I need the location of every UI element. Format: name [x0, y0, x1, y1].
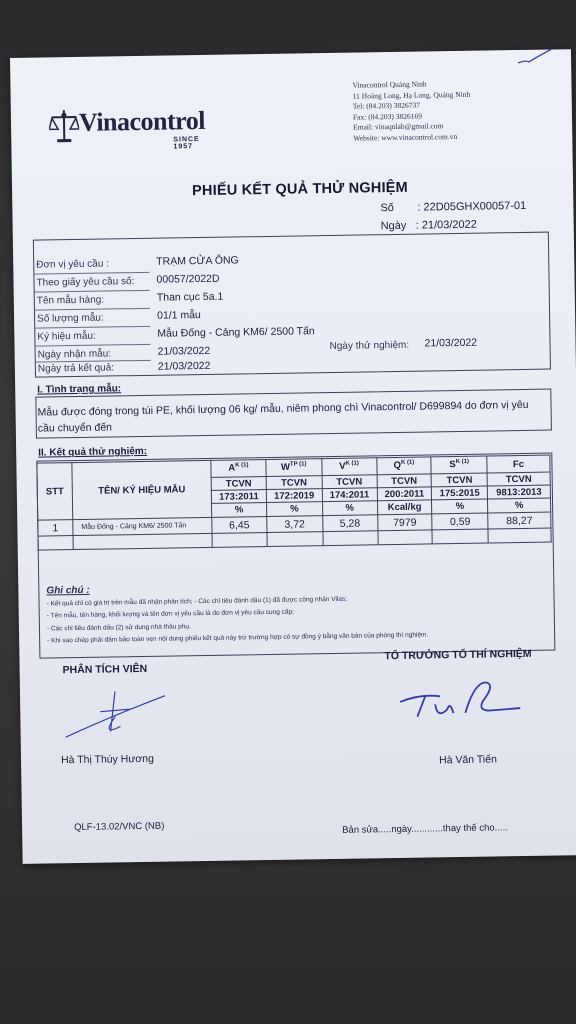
value-volatile: 5,28	[322, 515, 377, 532]
col-unit: %	[266, 502, 322, 517]
sample-name-value: Than cục 5a.1	[156, 290, 224, 304]
analyst-name: Hà Thị Thúy Hương	[60, 752, 155, 767]
col-header-v: $V^{K (1)}$	[321, 458, 376, 476]
col-std-number: 174:2011	[322, 488, 377, 502]
company-address	[352, 79, 471, 144]
scales-logo-icon	[49, 109, 80, 143]
col-header-w: $W^{TP (1)}$	[266, 459, 322, 477]
col-unit: %	[322, 501, 377, 516]
value-ash: 6,45	[212, 517, 267, 534]
col-header-q: $Q^{K (1)}$	[376, 457, 431, 475]
document-title: PHIẾU KẾT QUẢ THỬ NGHIỆM	[191, 179, 409, 200]
note-line: - Tên mẫu, tên hàng, khối lượng và tên đơn vị yêu cầu là do đơn vị yêu cầu cung cấp;	[46, 608, 294, 620]
return-date-label: Ngày trả kết quả:	[37, 362, 115, 375]
revision-line: Bản sửa.....ngày............thay thế cho.....	[342, 822, 508, 836]
analyst-role: PHÂN TÍCH VIÊN	[62, 662, 148, 677]
notes-section	[46, 580, 428, 648]
requester-label: Đơn vị yêu cầu :	[36, 258, 110, 271]
col-std-number: 173:2011	[211, 490, 266, 504]
col-unit: Kcal/kg	[377, 500, 432, 515]
value-moisture: 3,72	[267, 516, 323, 533]
pen-check-mark	[515, 47, 555, 68]
sample-status-text: Mẫu được đóng trong túi PE, khối lượng 06 kg/ mẫu, niêm phong chì Vinacontrol/ D699894 do đơn vị yêu cầu chuyển đến	[37, 398, 529, 435]
results-table	[36, 455, 551, 551]
sample-quantity-value: 01/1 mẫu	[156, 309, 201, 322]
sample-code-value: Mẫu Đống - Cảng KM6/ 2500 Tấn	[157, 325, 315, 340]
request-number-label: Theo giấy yêu cầu số:	[36, 276, 135, 289]
col-std: TCVN	[377, 474, 432, 488]
notes-heading: Ghi chú :	[46, 584, 90, 597]
col-unit: %	[432, 499, 488, 514]
row-sample-name: Mẫu Đống - Cảng KM6/ 2500 Tấn	[73, 517, 212, 535]
requester-value: TRẠM CỬA ÔNG	[156, 254, 239, 268]
brand-since: SINCE 1957	[173, 136, 200, 151]
col-std: TCVN	[322, 475, 377, 489]
received-date-label: Ngày nhận mẫu:	[37, 348, 112, 361]
col-header-s: $S^{K (1)}$	[431, 456, 487, 474]
address-line: Fax: (84.203) 3826169	[352, 111, 422, 122]
number-label: Số	[380, 201, 394, 215]
col-std-number: 175:2015	[432, 486, 488, 500]
col-unit: %	[212, 503, 267, 518]
date-value: : 21/03/2022	[415, 218, 477, 232]
row-stt: 1	[38, 520, 73, 537]
number-value: : 22D05GHX00057-01	[417, 199, 527, 214]
analyst-signature	[60, 681, 171, 743]
stt-header: STT	[37, 463, 73, 521]
address-line: 11 Hoàng Long, Hạ Long, Quảng Ninh	[352, 89, 471, 101]
test-report-sheet	[10, 49, 576, 864]
col-std: TCVN	[266, 476, 322, 490]
address-line: Vinacontrol Quảng Ninh	[352, 79, 427, 90]
col-unit: %	[488, 498, 551, 513]
col-std-number: 172:2019	[266, 489, 322, 503]
value-fixed-carbon: 88,27	[488, 512, 551, 529]
col-header-fc: Fc	[487, 455, 550, 473]
date-label: Ngày	[380, 219, 407, 233]
address-line: Email: vinaqnlab@gmail.com	[353, 121, 444, 132]
company-logo	[49, 105, 206, 151]
address-line: Tel: (84.203) 3826737	[352, 100, 421, 111]
sample-status-heading: I. Tình trạng mẫu:	[37, 383, 122, 396]
sample-code-label: Ký hiệu mẫu:	[37, 330, 96, 343]
results-heading: II. Kết quả thử nghiệm:	[38, 445, 148, 459]
col-std: TCVN	[211, 477, 266, 491]
test-date-value: 21/03/2022	[424, 336, 478, 350]
address-line: Website: www.vinacontrol.com.vn	[353, 131, 458, 143]
lab-head-role: TỔ TRƯỞNG TỔ THÍ NGHIỆM	[384, 647, 532, 663]
note-line: - Khi sao chép phải đảm bảo toàn vẹn nội dung phiếu kết quả này trừ trường hợp có sự đồng ý bằng văn bản của phòng thí nghiệm.	[47, 631, 429, 645]
brand-name: Vinacontrol	[78, 105, 206, 137]
lab-head-signature	[395, 670, 526, 732]
form-code: QLF-13.02/VNC (NB)	[74, 820, 165, 834]
value-calorific: 7979	[377, 514, 432, 531]
col-std: TCVN	[432, 473, 488, 487]
value-sulfur: 0,59	[432, 513, 488, 530]
note-line: - Kết quả chỉ có giá trị trên mẫu đã nhận phân tích; - Các chỉ tiêu đánh dấu (1) đã được công nhận Vilas;	[46, 595, 348, 607]
lab-head-name: Hà Văn Tiến	[438, 753, 497, 767]
col-std-number: 200:2011	[377, 487, 432, 501]
note-line: - Các chỉ tiêu đánh dấu (2) sử dụng nhà thầu phụ.	[46, 622, 191, 632]
test-date-label: Ngày thử nghiệm:	[329, 339, 410, 353]
sample-quantity-label: Số lượng mẫu:	[37, 312, 104, 325]
request-number-value: 00057/2022D	[156, 272, 220, 286]
col-std: TCVN	[487, 472, 550, 486]
received-date-value: 21/03/2022	[157, 344, 211, 358]
return-date-value: 21/03/2022	[157, 359, 211, 373]
col-std-number: 9813:2013	[487, 485, 550, 499]
sample-name-header: TÊN/ KÝ HIỆU MẪU	[72, 460, 212, 519]
sample-name-label: Tên mẫu hàng:	[36, 294, 105, 307]
col-header-a: $A^{K (1)}$	[211, 460, 266, 478]
